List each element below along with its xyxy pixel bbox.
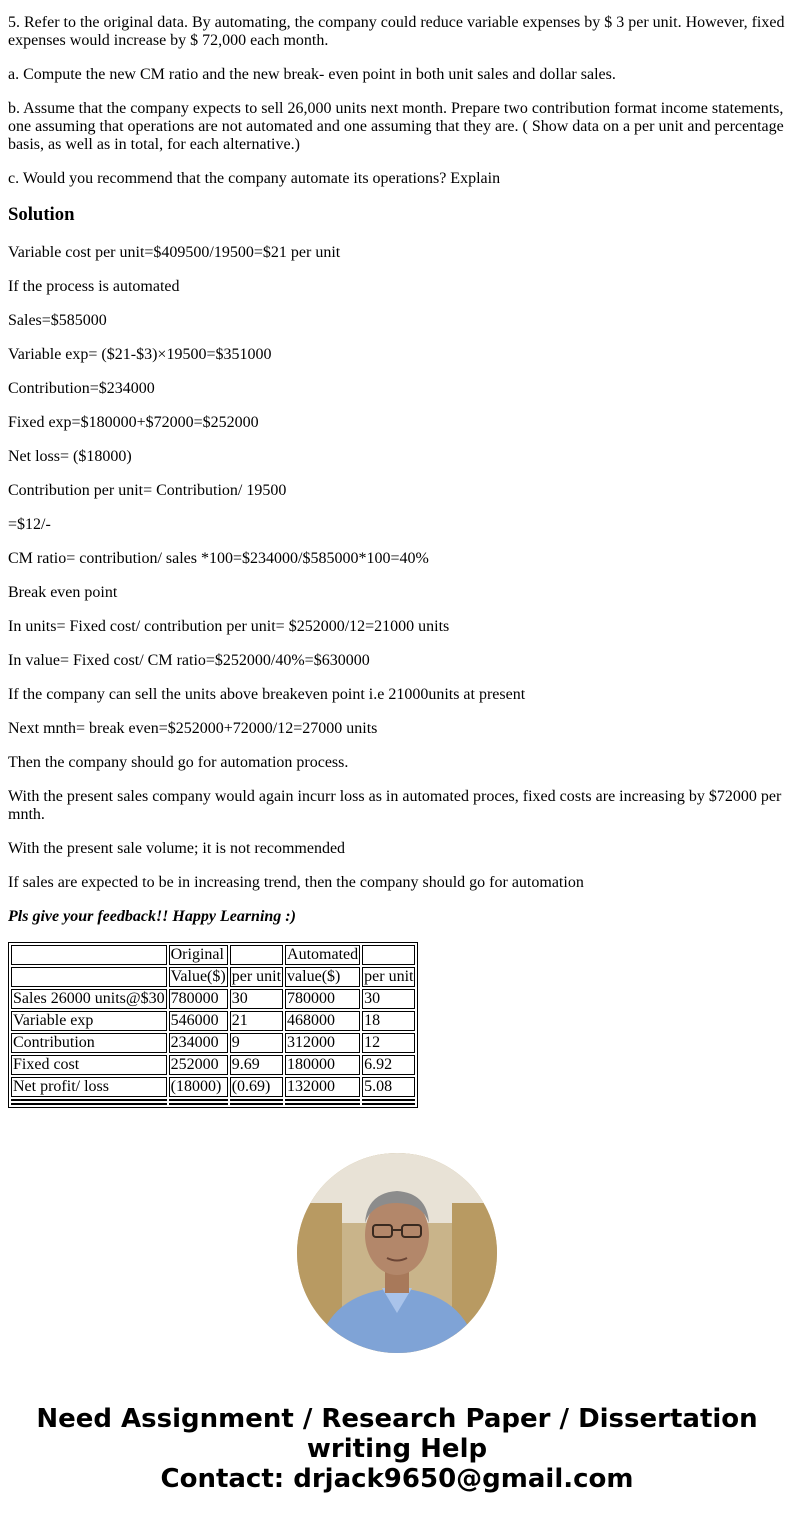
table-row (11, 1033, 415, 1053)
solution-line: Then the company should go for automation process. (8, 754, 349, 771)
table-header-row (11, 945, 415, 965)
table-cell: Contribution (11, 1033, 167, 1053)
table-row (11, 1055, 415, 1075)
table-cell: 132000 (285, 1077, 360, 1097)
solution-line: Sales=$585000 (8, 312, 107, 329)
table-empty-row (11, 1099, 415, 1101)
table-cell: 5.08 (362, 1077, 415, 1097)
solution-line: Variable cost per unit=$409500/19500=$21 per unit (8, 244, 341, 261)
solution-line: CM ratio= contribution/ sales *100=$234000/$585000*100=40% (8, 550, 429, 567)
table-cell (285, 1103, 360, 1105)
table-cell (11, 945, 167, 965)
table-row (11, 989, 415, 1009)
solution-line: In units= Fixed cost/ contribution per unit= $252000/12=21000 units (8, 618, 450, 635)
solution-line: Contribution per unit= Contribution/ 19500 (8, 482, 287, 499)
solution-line: Contribution=$234000 (8, 380, 155, 397)
table-cell: 30 (362, 989, 415, 1009)
ad-contact-line: Contact: drjack9650@gmail.com (160, 1464, 634, 1494)
ad-line-2: writing Help (306, 1434, 488, 1464)
table-cell: Fixed cost (11, 1055, 167, 1075)
question-intro: 5. Refer to the original data. By automating, the company could reduce variable expenses by $ 3 per unit. However, fixed expenses would increase by $ 72,000 each month. (8, 14, 785, 49)
table-cell (230, 1099, 283, 1101)
table-cell: (18000) (169, 1077, 228, 1097)
table-cell: 12 (362, 1033, 415, 1053)
solution-line: Variable exp= ($21-$3)×19500=$351000 (8, 346, 272, 363)
table-cell: Automated (287, 946, 359, 963)
table-cell: value($) (285, 967, 360, 987)
table-cell: 546000 (169, 1011, 228, 1031)
table-cell: Original (169, 945, 228, 965)
table-cell (11, 1099, 167, 1101)
solution-line: If the process is automated (8, 278, 180, 295)
solution-heading: Solution (8, 204, 75, 225)
table-cell: 234000 (169, 1033, 228, 1053)
table-cell (362, 945, 415, 965)
ad-line-1: Need Assignment / Research Paper / Dissertation (36, 1404, 758, 1434)
solution-lines (8, 244, 786, 926)
table-cell: 312000 (285, 1033, 360, 1053)
table-cell: 21 (230, 1011, 283, 1031)
table-cell (230, 1103, 283, 1105)
table-cell: per unit (231, 968, 282, 985)
income-statement-table (8, 942, 418, 1108)
table-cell: Net profit/ loss (11, 1077, 167, 1097)
solution-line: In value= Fixed cost/ CM ratio=$252000/40%=$630000 (8, 652, 370, 669)
table-cell: 180000 (285, 1055, 360, 1075)
question-part-a: a. Compute the new CM ratio and the new break- even point in both unit sales and dollar sales. (8, 66, 616, 83)
table-cell: 780000 (169, 989, 228, 1009)
solution-line: Net loss= ($18000) (8, 448, 132, 465)
table-cell: 30 (230, 989, 283, 1009)
table-cell (11, 967, 167, 987)
table-cell: 468000 (285, 1011, 360, 1031)
table-cell: (0.69) (230, 1077, 283, 1097)
question-block (8, 14, 786, 188)
table-cell: Sales 26000 units@$30 (13, 990, 165, 1007)
solution-line: Next mnth= break even=$252000+72000/12=27000 units (8, 720, 378, 737)
question-part-b: b. Assume that the company expects to sell 26,000 units next month. Prepare two contribution format income statements, one assuming that operations are not automated and one assuming that they are. ( Show data on a per unit and percentage basis, as well as in total, for each alternative.) (8, 100, 784, 153)
table-cell: Value($) (170, 968, 226, 985)
table-cell (285, 1099, 360, 1101)
author-portrait-image (297, 1153, 497, 1353)
table-row (11, 1011, 415, 1031)
table-cell (362, 1103, 415, 1105)
solution-line: Break even point (8, 584, 118, 601)
table-cell (230, 945, 283, 965)
table-cell: per unit (364, 968, 414, 985)
solution-line: With the present sales company would again incurr loss as in automated proces, fixed costs are increasing by $72000 per mnth. (8, 788, 782, 823)
table-cell (11, 1103, 167, 1105)
solution-line: If sales are expected to be in increasing trend, then the company should go for automation (8, 874, 584, 891)
solution-line: If the company can sell the units above breakeven point i.e 21000units at present (8, 686, 526, 703)
document-body (8, 0, 786, 1108)
table-cell: 6.92 (362, 1055, 415, 1075)
solution-line: With the present sale volume; it is not recommended (8, 840, 346, 857)
table-cell: 9.69 (230, 1055, 283, 1075)
table-cell: 252000 (169, 1055, 228, 1075)
author-avatar (297, 1153, 497, 1353)
table-cell: Variable exp (11, 1011, 167, 1031)
table-cell (169, 1103, 228, 1105)
footer-ad (0, 1404, 794, 1494)
feedback-note: Pls give your feedback!! Happy Learning :) (8, 908, 296, 925)
table-cell (169, 1099, 228, 1101)
question-part-c: c. Would you recommend that the company automate its operations? Explain (8, 170, 501, 187)
table-cell: 18 (362, 1011, 415, 1031)
table-cell (362, 1099, 415, 1101)
table-cell: 780000 (285, 989, 360, 1009)
table-row (11, 1077, 415, 1097)
solution-line: =$12/- (8, 516, 51, 533)
solution-line: Fixed exp=$180000+$72000=$252000 (8, 414, 259, 431)
table-cell: 9 (230, 1033, 283, 1053)
table-empty-row (11, 1103, 415, 1105)
table-header-row (11, 967, 415, 987)
